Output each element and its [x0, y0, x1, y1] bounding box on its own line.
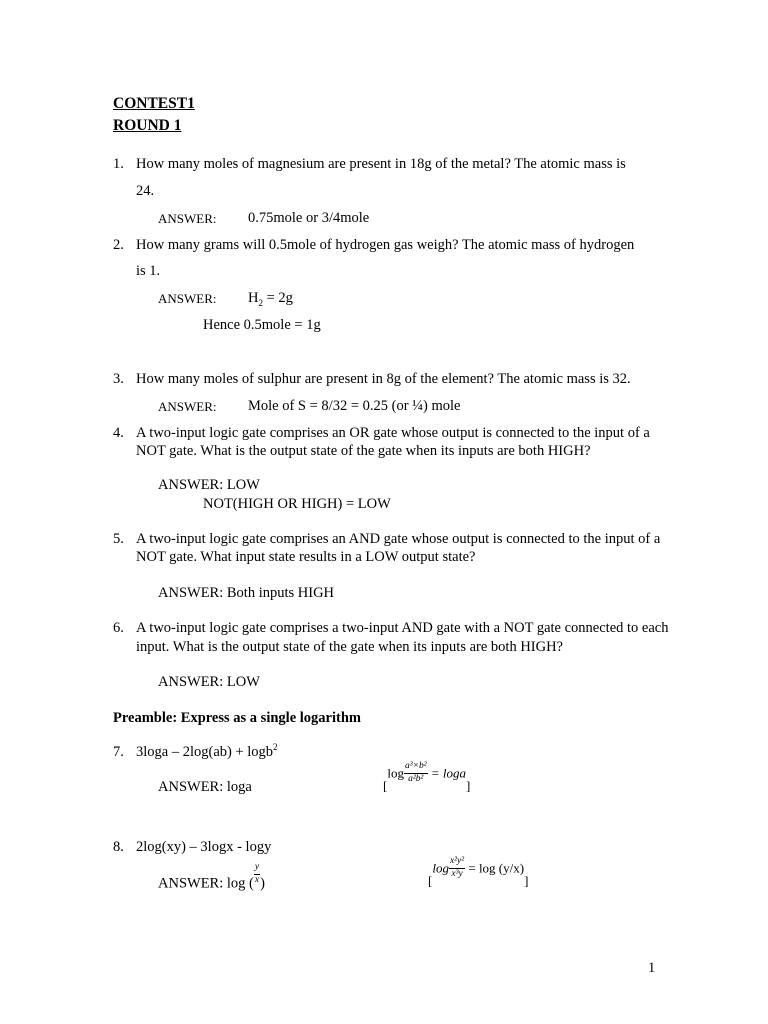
- q8-answer: [158, 863, 265, 891]
- q7-bracket-close: ]: [465, 777, 471, 793]
- q7-answer: ANSWER: loga: [158, 779, 252, 795]
- q8-answer-suffix: ): [260, 875, 265, 892]
- q7-question: [136, 742, 278, 760]
- q7-question-text: 3loga – 2log(ab) + logb: [136, 744, 274, 760]
- q8-number: 8.: [113, 839, 124, 855]
- q8-work-numerator: x²y²: [449, 857, 465, 869]
- q2-answer-rest: = 2g: [262, 290, 293, 306]
- q7-work-denominator: a²b²: [408, 773, 424, 784]
- q2-answer-line2: Hence 0.5mole = 1g: [203, 317, 321, 333]
- q5-number: 5.: [113, 531, 124, 547]
- q7-work-numerator: a³×b²: [404, 762, 428, 774]
- q2-answer-h: H: [248, 290, 259, 306]
- q2-answer: [248, 291, 293, 306]
- q1-text-line1: How many moles of magnesium are present in 18g of the metal? The atomic mass is: [136, 156, 626, 172]
- q6-answer: ANSWER: LOW: [158, 674, 260, 690]
- q8-bracket-close: ]: [524, 872, 529, 888]
- q6-text-line1: A two-input logic gate comprises a two-input AND gate with a NOT gate connected to each: [136, 620, 669, 636]
- q8-work-log: log: [432, 860, 449, 876]
- q4-text-line1: A two-input logic gate comprises an OR gate whose output is connected to the input of a: [136, 425, 650, 441]
- q8-answer-denominator: x: [254, 874, 260, 885]
- contest-title: CONTEST1: [113, 95, 195, 112]
- q7-work-log: log: [387, 765, 404, 781]
- q7-bracket-open: [: [383, 777, 388, 793]
- q5-answer: ANSWER: Both inputs HIGH: [158, 585, 335, 601]
- q3-text-line1: How many moles of sulphur are present in 8g of the element? The atomic mass is 32.: [136, 371, 631, 387]
- q8-work-fraction: [449, 857, 465, 879]
- round-title: ROUND 1: [113, 117, 182, 134]
- q1-number: 1.: [113, 156, 124, 172]
- q2-answer-subscript: 2: [258, 297, 263, 308]
- q2-number: 2.: [113, 237, 124, 253]
- q4-number: 4.: [113, 425, 124, 441]
- q7-work-rest: = loga: [427, 765, 466, 781]
- q7-work-fraction: [404, 762, 428, 784]
- q7-working-formula: [383, 762, 470, 792]
- q5-text-line2: NOT gate. What input state results in a LOW output state?: [136, 549, 476, 565]
- q1-answer-label: ANSWER:: [158, 211, 217, 226]
- page-number: 1: [648, 960, 656, 976]
- q8-answer-numerator: y: [254, 863, 260, 875]
- q7-number: 7.: [113, 744, 124, 760]
- q3-answer: Mole of S = 8/32 = 0.25 (or ¼) mole: [248, 398, 461, 414]
- q4-answer-line2: NOT(HIGH OR HIGH) = LOW: [203, 496, 391, 512]
- q3-answer-label: ANSWER:: [158, 399, 217, 414]
- q7-question-superscript: 2: [273, 742, 278, 753]
- q8-answer-prefix: ANSWER: log (: [158, 875, 254, 892]
- q4-text-line2: NOT gate. What is the output state of the gate when its inputs are both HIGH?: [136, 443, 591, 459]
- q4-answer: ANSWER: LOW: [158, 477, 260, 493]
- q5-text-line1: A two-input logic gate comprises an AND gate whose output is connected to the input of a: [136, 531, 661, 547]
- preamble-heading: Preamble: Express as a single logarithm: [113, 710, 361, 726]
- q8-work-denominator: x³y: [451, 868, 463, 879]
- q2-text-line2: is 1.: [136, 263, 161, 279]
- q8-working-formula: [428, 857, 528, 887]
- q6-number: 6.: [113, 620, 124, 636]
- q8-question: 2log(xy) – 3logx - logy: [136, 839, 272, 855]
- q8-bracket-open: [: [428, 872, 433, 888]
- q3-number: 3.: [113, 371, 124, 387]
- q2-text-line1: How many grams will 0.5mole of hydrogen gas weigh? The atomic mass of hydrogen: [136, 237, 635, 253]
- q2-answer-label: ANSWER:: [158, 291, 217, 306]
- q1-answer: 0.75mole or 3/4mole: [248, 210, 370, 226]
- q8-work-rest: = log (y/x): [465, 860, 525, 876]
- q1-text-line2: 24.: [136, 183, 155, 199]
- q6-text-line2: input. What is the output state of the gate when its inputs are both HIGH?: [136, 639, 563, 655]
